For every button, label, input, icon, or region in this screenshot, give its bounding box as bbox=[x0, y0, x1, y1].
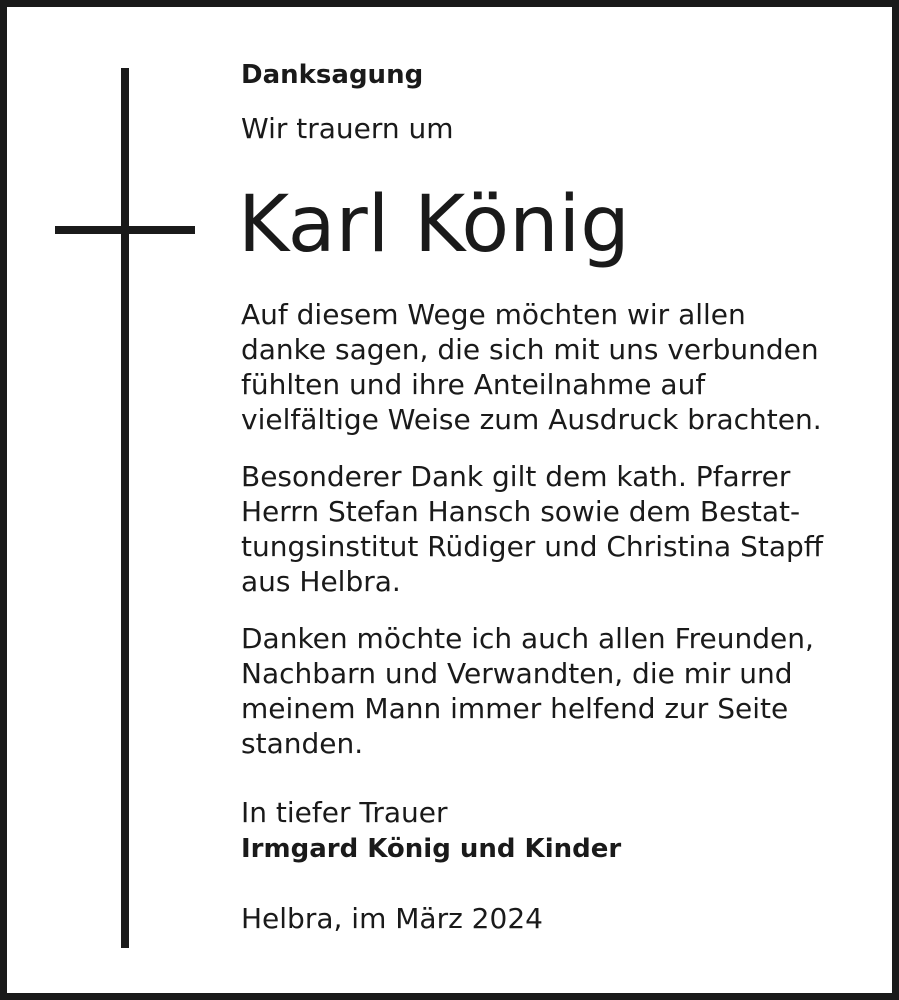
paragraph-line: meinem Mann immer helfend zur Seite bbox=[241, 692, 789, 725]
notice-content bbox=[238, 55, 871, 937]
paragraph-line: aus Helbra. bbox=[241, 565, 401, 598]
paragraph-friends-thanks bbox=[241, 621, 871, 761]
paragraph-line: Auf diesem Wege möchten wir allen bbox=[241, 298, 746, 331]
notice-intro: Wir trauern um bbox=[241, 112, 454, 145]
paragraph-line: Nachbarn und Verwandten, die mir und bbox=[241, 657, 793, 690]
paragraph-line: Besonderer Dank gilt dem kath. Pfarrer bbox=[241, 460, 791, 493]
paragraph-line: vielfältige Weise zum Ausdruck brachten. bbox=[241, 403, 822, 436]
paragraph-line: fühlten und ihre Anteilnahme auf bbox=[241, 368, 706, 401]
paragraph-special-thanks bbox=[241, 459, 871, 599]
paragraph-line: Danken möchte ich auch allen Freunden, bbox=[241, 622, 814, 655]
cross-horizontal-bar bbox=[55, 226, 195, 234]
notice-heading: Danksagung bbox=[241, 60, 424, 90]
deceased-name: Karl König bbox=[238, 180, 630, 270]
closing-phrase: In tiefer Trauer bbox=[241, 796, 448, 829]
place-date: Helbra, im März 2024 bbox=[241, 902, 543, 935]
cross-vertical-bar bbox=[121, 68, 129, 948]
paragraph-line: Herrn Stefan Hansch sowie dem Bestat- bbox=[241, 495, 801, 528]
signatories: Irmgard König und Kinder bbox=[241, 834, 622, 864]
paragraph-line: danke sagen, die sich mit uns verbunden bbox=[241, 333, 819, 366]
closing-block bbox=[241, 795, 871, 867]
paragraph-line: standen. bbox=[241, 727, 364, 760]
paragraph-thanks bbox=[241, 297, 871, 437]
paragraph-line: tungsinstitut Rüdiger und Christina Stapff bbox=[241, 530, 824, 563]
